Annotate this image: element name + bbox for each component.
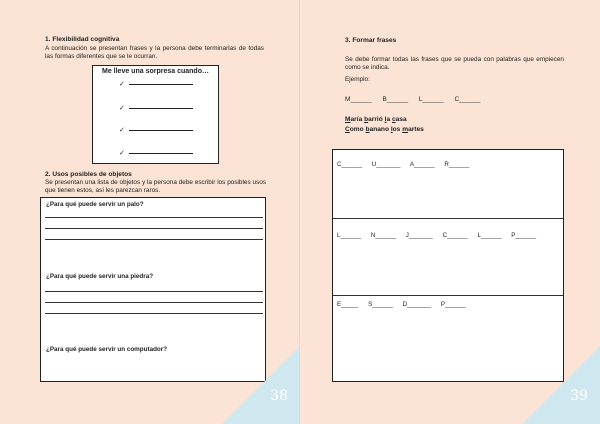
check-line	[119, 149, 193, 157]
example-word: L______	[418, 96, 444, 103]
frase-prompt: L______	[477, 232, 502, 239]
section3-title: 3. Formar frases	[345, 37, 397, 44]
example-word: B______	[382, 96, 409, 103]
frase-prompt: U_______	[371, 161, 401, 168]
example-word: C______	[454, 96, 481, 103]
frase-row-3	[337, 301, 474, 308]
check-icon: ✓	[119, 81, 125, 88]
answer-line	[45, 291, 263, 292]
frase-row-1	[337, 161, 477, 168]
answer-line	[45, 239, 263, 240]
example-words	[345, 96, 489, 103]
frase-prompt: N______	[370, 232, 396, 239]
frase-prompt: E_____	[337, 301, 359, 308]
frase-prompt: C______	[337, 161, 363, 168]
frase-prompt: R______	[444, 161, 470, 168]
example-sentence-1: María barrió la casa	[345, 116, 407, 123]
question-piedra: ¿Para qué puede servir una piedra?	[46, 273, 154, 280]
check-line	[119, 80, 193, 88]
example-word: M______	[345, 96, 372, 103]
example-sentence-2: Como banano los martes	[345, 126, 424, 133]
example-label: Ejemplo:	[345, 76, 370, 83]
section1-instructions: A continuación se presentan frases y la persona debe terminarlas de todas las formas diferentes que se le ocurran.	[45, 45, 264, 60]
answer-line	[45, 302, 263, 303]
check-icon: ✓	[119, 150, 125, 157]
frase-prompt: L______	[337, 232, 362, 239]
page-corner-decoration	[222, 346, 300, 424]
frase-prompt: P______	[511, 232, 537, 239]
frase-prompt: D_______	[402, 301, 432, 308]
frase-prompt: P______	[440, 301, 466, 308]
check-icon: ✓	[119, 127, 125, 134]
section3-instructions: Se debe formar todas las frases que se pueda con palabras que empiecen como se indica.	[345, 56, 564, 71]
section-divider	[333, 295, 563, 296]
check-line	[119, 126, 193, 134]
frase-prompt: S______	[368, 301, 393, 308]
answer-line	[45, 228, 263, 229]
question-computador: ¿Para qué puede servir un computador?	[46, 346, 168, 353]
frase-prompt: C______	[442, 232, 468, 239]
frase-row-2	[337, 232, 544, 239]
section1-title: 1. Flexibilidad cognitiva	[45, 36, 120, 43]
check-line	[119, 104, 193, 112]
frase-prompt: J_______	[405, 232, 433, 239]
section-divider	[333, 218, 563, 219]
section2-title: 2. Usos posibles de objetos	[45, 171, 132, 178]
page-number: 39	[570, 388, 588, 404]
frase-prompt: A______	[409, 161, 435, 168]
check-icon: ✓	[119, 105, 125, 112]
prompt-box	[92, 65, 219, 164]
section2-instructions: Se presentan una lista de objetos y la persona debe escribir los posibles usos que tienen estos, así les parezcan raros.	[45, 179, 266, 194]
answer-line	[45, 217, 263, 218]
page-number: 38	[270, 388, 288, 404]
answer-line	[45, 313, 263, 314]
frases-box	[332, 149, 564, 382]
prompt-box-header: Me lleve una sorpresa cuando…	[102, 68, 209, 75]
question-palo: ¿Para qué puede servir un palo?	[46, 201, 144, 208]
